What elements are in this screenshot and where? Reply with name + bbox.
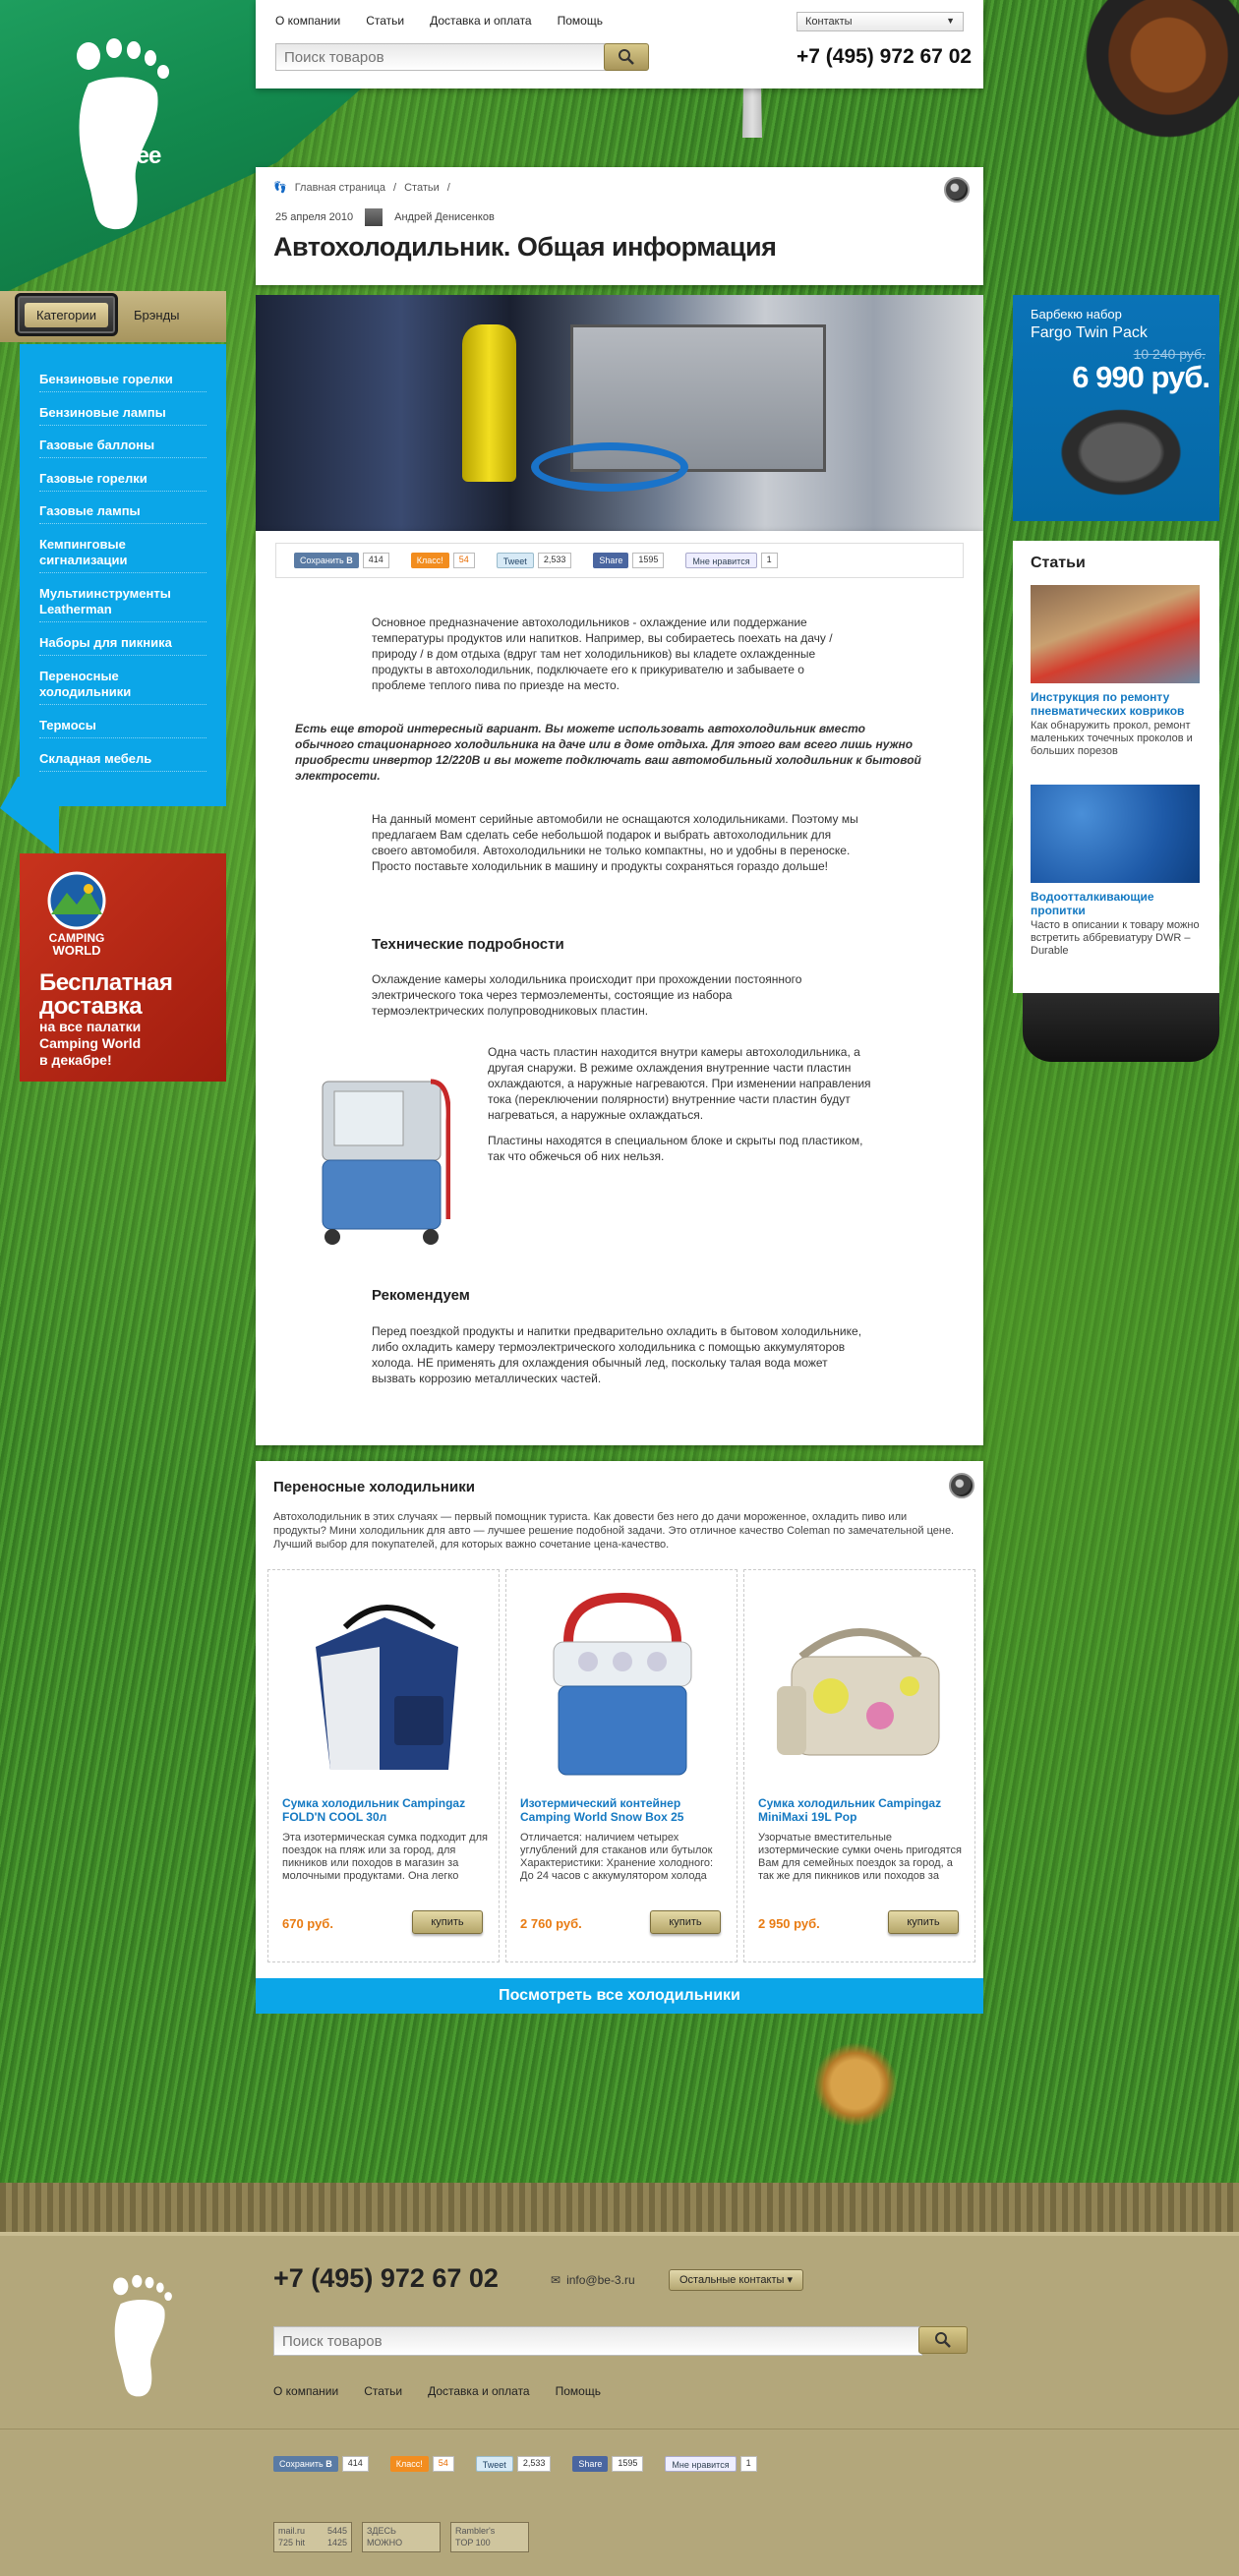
facebook-button[interactable]: Share	[593, 553, 628, 568]
article-paragraph: На данный момент серийные автомобили не оснащаются холодильниками. Поэтому мы предлагаем Вам сделать себе небольшой подарок и выбрать автохолодильник для своего автомобиля. Автохолодильники не только компактны, но и удобны в переноске. Просто поставьте холодильник в машину и продукты сохраняться гораздо дольше!	[372, 812, 858, 873]
contacts-select-label: Контакты	[805, 16, 853, 28]
article-header	[256, 167, 983, 285]
tweet-button[interactable]: Tweet	[497, 553, 534, 568]
foot-small-icon: 👣	[273, 182, 287, 194]
product-image[interactable]	[524, 1588, 721, 1785]
tweet-count: 2,533	[517, 2456, 552, 2472]
tweet-button[interactable]: Tweet	[476, 2456, 513, 2472]
promo-price: 6 990 руб.	[1072, 360, 1210, 394]
article-paragraph: Основное предназначение автохолодильников - охлаждение или поддержание температуры продуктов или напитков. Например, вы собираетесь поехать на дачу / природу / в дом отдыха (вдруг там нет холодильников) вы кладете охлажденные продукты в автохолодильник, подключаете его к прикуривателю и забываете о проблеме теплого пива по приезде на место.	[372, 615, 833, 692]
facebook-share[interactable]	[593, 553, 664, 568]
contacts-select[interactable]	[796, 12, 964, 31]
product-description: Эта изотермическая сумка подходит для поездок на пляж или за город, для пикников или походов в магазин за молочными продуктами. Она легко	[282, 1832, 488, 1882]
search-input[interactable]	[275, 43, 608, 71]
related-description: Автохолодильник в этих случаях — первый помощник туриста. Как довести без него до дачи мороженное, охладить пиво или продукты? Мини холодильник для авто — лучшее решение подобной задачи. Это отличное качество Coleman по замечательной цене. Лучший выбор для покупателей, для которых важно сочетание цена-качество.	[273, 1511, 955, 1551]
category-item[interactable]: Газовые лампы	[39, 503, 206, 524]
footer-search-input[interactable]	[273, 2326, 922, 2356]
facebook-share[interactable]	[572, 2456, 643, 2472]
article-summary: Часто в описании к товару можно встретить аббревиатуру DWR – Durable	[1031, 919, 1200, 957]
category-item[interactable]: Газовые баллоны	[39, 438, 206, 458]
footer	[0, 2183, 1239, 2576]
banner-line: на все палатки	[39, 1019, 142, 1034]
gas-tank-shape	[462, 324, 516, 482]
camping-world-banner[interactable]	[20, 853, 226, 1082]
counter-text: 1425	[326, 2538, 347, 2547]
mail-icon: ✉	[551, 2273, 561, 2287]
header-phone: +7 (495) 972 67 02	[796, 45, 973, 68]
product-card	[743, 1569, 975, 1962]
category-tabs	[15, 295, 226, 334]
article-hero-image	[256, 295, 983, 531]
tab-categories[interactable]	[15, 293, 118, 336]
footer-search-form	[273, 2326, 972, 2356]
vk-button[interactable]: Сохранить B	[273, 2456, 338, 2472]
footer-search-button[interactable]	[918, 2326, 968, 2354]
tab-brands[interactable]: Брэнды	[134, 307, 180, 322]
breadcrumb-separator: /	[393, 181, 397, 194]
counter-rambler[interactable]	[450, 2522, 529, 2552]
article-paragraph-highlight: Есть еще второй интересный вариант. Вы можете использовать автохолодильник вместо обычного стационарного холодильника на даче или в доме отдыха. Для этого вам всего лишь нужно приобрести инвертор 12/220В и вы можете подключать ваш автомобильный холодильник к бытовой электросети.	[295, 722, 921, 783]
foot-logo-icon	[108, 2261, 177, 2409]
product-image[interactable]	[286, 1588, 483, 1785]
footer-counters	[273, 2522, 529, 2552]
counter-text: МОЖНО	[367, 2538, 403, 2547]
like-share[interactable]	[685, 553, 777, 568]
article-link[interactable]: Инструкция по ремонту пневматических ковриков	[1031, 690, 1185, 718]
breadcrumb	[273, 181, 450, 194]
like-count: 1	[740, 2456, 757, 2472]
vk-button[interactable]: Сохранить B	[294, 553, 359, 568]
product-description: Отличается: наличием четырех углублений для стаканов или бутылок Характеристики: Хранение холодного: До 24 часов с аккумулятором холода	[520, 1832, 714, 1882]
product-name[interactable]: Изотермический контейнер Camping World Snow Box 25	[520, 1796, 684, 1824]
related-title: Переносные холодильники	[273, 1479, 475, 1495]
counter-mailru[interactable]	[273, 2522, 352, 2552]
counter-text: Rambler's	[455, 2526, 496, 2536]
ok-share[interactable]	[411, 553, 475, 568]
like-share[interactable]	[665, 2456, 756, 2472]
rivet-icon	[944, 177, 970, 203]
category-item[interactable]: Бензиновые лампы	[39, 405, 206, 426]
search-button[interactable]	[604, 43, 649, 71]
top-nav	[275, 14, 603, 28]
facebook-count: 1595	[612, 2456, 643, 2472]
footer-nav-delivery[interactable]: Доставка и оплата	[428, 2384, 530, 2398]
promo-product-image	[1052, 403, 1190, 501]
nav-help[interactable]: Помощь	[557, 14, 603, 28]
tweet-share[interactable]	[476, 2456, 552, 2472]
product-price: 2 760 руб.	[520, 1916, 582, 1931]
chevron-down-icon: ▾	[787, 2274, 794, 2286]
category-item[interactable]: Бензиновые горелки	[39, 372, 206, 392]
search-icon	[934, 2331, 952, 2349]
footer-divider	[0, 2429, 1239, 2430]
product-price: 2 950 руб.	[758, 1916, 820, 1931]
articles-sidebar	[1013, 541, 1219, 993]
tweet-count: 2,533	[538, 553, 572, 568]
section-heading-tech: Технические подробности	[372, 936, 564, 953]
page-title: Автохолодильник. Общая информация	[273, 232, 777, 262]
section-heading-recommend: Рекомендуем	[372, 1287, 470, 1304]
footer-nav-articles[interactable]: Статьи	[364, 2384, 403, 2398]
category-item[interactable]: Мультиинструменты Leatherman	[39, 586, 206, 622]
footer-logo[interactable]	[108, 2261, 177, 2409]
footer-social-bar	[273, 2456, 757, 2472]
tweet-share[interactable]	[497, 553, 572, 568]
product-card	[505, 1569, 738, 1962]
nav-delivery[interactable]: Доставка и оплата	[430, 14, 532, 28]
search-icon	[618, 48, 635, 66]
banner-line: в декабре!	[39, 1052, 112, 1068]
product-name[interactable]: Сумка холодильник Campingaz FOLD'N COOL 30л	[282, 1796, 466, 1824]
category-item[interactable]: Складная мебель	[39, 751, 206, 772]
rivet-icon	[949, 1473, 974, 1498]
article-paragraph: Пластины находятся в специальном блоке и скрыты под пластиком, так что обжечься об них нельзя.	[488, 1134, 863, 1163]
ok-button[interactable]: Класс!	[390, 2456, 429, 2472]
facebook-button[interactable]: Share	[572, 2456, 608, 2472]
like-button[interactable]: Мне нравится	[685, 553, 756, 568]
counter-text: 5445	[326, 2526, 347, 2536]
counter-text: mail.ru	[278, 2526, 306, 2536]
article-thumbnail[interactable]	[1031, 785, 1200, 883]
vk-share[interactable]	[273, 2456, 369, 2472]
footer-phone: +7 (495) 972 67 02	[273, 2263, 499, 2293]
article-link[interactable]: Водоотталкивающие пропитки	[1031, 890, 1154, 917]
vk-count: 414	[363, 553, 389, 568]
camping-world-logo-line2: WORLD	[52, 943, 101, 958]
product-cards	[267, 1569, 975, 1962]
buy-button[interactable]: купить	[650, 1910, 721, 1934]
footer-email-text: info@be-3.ru	[566, 2273, 635, 2287]
vk-count: 414	[342, 2456, 369, 2472]
article-summary: Как обнаружить прокол, ремонт маленьких точечных проколов и больших порезов	[1031, 720, 1193, 757]
footer-nav	[273, 2384, 601, 2398]
footer-contacts-label: Остальные контакты	[679, 2274, 785, 2286]
banner-line: Camping World	[39, 1035, 142, 1051]
footer-nav-about[interactable]: О компании	[273, 2384, 339, 2398]
category-item[interactable]: Переносные холодильники	[39, 669, 206, 705]
category-item[interactable]: Газовые горелки	[39, 471, 206, 492]
articles-title: Статьи	[1031, 555, 1086, 571]
vk-share[interactable]	[294, 553, 389, 568]
product-image[interactable]	[762, 1588, 959, 1785]
social-bar	[275, 543, 964, 578]
hose-shape	[531, 442, 688, 492]
camping-world-logo	[37, 871, 116, 960]
buy-button[interactable]: купить	[888, 1910, 959, 1934]
related-products	[256, 1461, 983, 1982]
bbq-promo-banner[interactable]	[1013, 295, 1219, 521]
article-paragraph: Перед поездкой продукты и напитки предварительно охладить в бытовом холодильнике, либо охладить камеру термоэлектрического холодильника с помощью аккумуляторов холода. НЕ применять для охлаждения обычный лед, поскольку талая вода может вызвать коррозию металлических частей.	[372, 1324, 862, 1385]
category-item[interactable]: Термосы	[39, 718, 206, 738]
ok-count: 54	[453, 553, 475, 568]
banner-line: Бесплатная	[39, 969, 173, 996]
top-header	[256, 0, 983, 88]
camping-world-logo-line1: CAMPING	[48, 931, 105, 945]
like-button[interactable]: Мне нравится	[665, 2456, 736, 2472]
breadcrumb-articles[interactable]: Статьи	[404, 181, 440, 194]
ok-share[interactable]	[390, 2456, 454, 2472]
promo-name: Fargo Twin Pack	[1031, 324, 1148, 341]
see-all-fridges-button[interactable]: Посмотреть все холодильники	[256, 1978, 983, 2014]
facebook-count: 1595	[632, 553, 664, 568]
promo-category: Барбекю набор	[1031, 307, 1122, 322]
camping-banner-text	[39, 971, 172, 1069]
breadcrumb-separator: /	[446, 181, 450, 194]
footer-contacts-button[interactable]	[669, 2269, 803, 2291]
footer-email[interactable]	[551, 2273, 635, 2287]
footer-stitch-line	[0, 2232, 1239, 2236]
ok-button[interactable]: Класс!	[411, 553, 449, 568]
car-fridge-image	[313, 1062, 450, 1249]
article-author[interactable]: Андрей Денисенков	[394, 211, 495, 223]
nav-about[interactable]: О компании	[275, 14, 341, 28]
article-paragraph: Охлаждение камеры холодильника происходит при прохождении постоянного электрического тока через термоэлементы, состоящие из набора термоэлектрических полупроводниковых пластин.	[372, 972, 802, 1018]
article-paragraph: Одна часть пластин находится внутри камеры автохолодильника, а другая снаружи. В режиме охлаждения внутренние части пластин охлаждаются, а наружные нагреваются. При изменении направления тока (переключении полярности) внутренние части пластин будут нагреваться, а наружные охлаждаться.	[488, 1045, 871, 1122]
article-body	[256, 531, 983, 1445]
bbq-decoration	[1062, 0, 1239, 157]
ok-count: 54	[433, 2456, 454, 2472]
tab-categories-label: Категории	[25, 303, 108, 327]
chevron-down-icon: ▼	[946, 16, 955, 26]
foot-logo-icon	[69, 34, 177, 231]
promo-old-price: 10 240 руб.	[1133, 346, 1206, 362]
counter-liveinternet[interactable]	[362, 2522, 441, 2552]
counter-text: TOP 100	[455, 2538, 491, 2547]
buy-button[interactable]: купить	[412, 1910, 483, 1934]
product-price: 670 руб.	[282, 1916, 333, 1931]
product-name[interactable]: Сумка холодильник Campingaz MiniMaxi 19L Pop	[758, 1796, 942, 1824]
banner-line: доставка	[39, 993, 143, 1020]
product-card	[267, 1569, 500, 1962]
breadcrumb-home[interactable]: Главная страница	[294, 181, 386, 194]
footer-nav-help[interactable]: Помощь	[555, 2384, 601, 2398]
search-form	[275, 43, 649, 71]
like-count: 1	[761, 553, 778, 568]
strap-decoration	[1023, 993, 1219, 1062]
logo-text: BeFree	[87, 143, 161, 169]
counter-text: 725 hit	[278, 2538, 306, 2547]
product-description: Узорчатые вместительные изотермические сумки очень пригодятся Вам для семейных поездок за город, а так же для пикников или походов за	[758, 1832, 962, 1882]
nav-articles[interactable]: Статьи	[366, 14, 405, 28]
avatar	[365, 208, 383, 226]
article-thumbnail[interactable]	[1031, 585, 1200, 683]
article-date: 25 апреля 2010	[275, 211, 354, 223]
category-item[interactable]: Кемпинговые сигнализации	[39, 537, 206, 573]
category-item[interactable]: Наборы для пикника	[39, 635, 206, 656]
article-meta	[275, 208, 495, 226]
logo[interactable]	[69, 34, 177, 231]
footer-stitch	[0, 2183, 1239, 2232]
counter-text: ЗДЕСЬ	[367, 2526, 396, 2536]
category-list	[20, 344, 226, 806]
